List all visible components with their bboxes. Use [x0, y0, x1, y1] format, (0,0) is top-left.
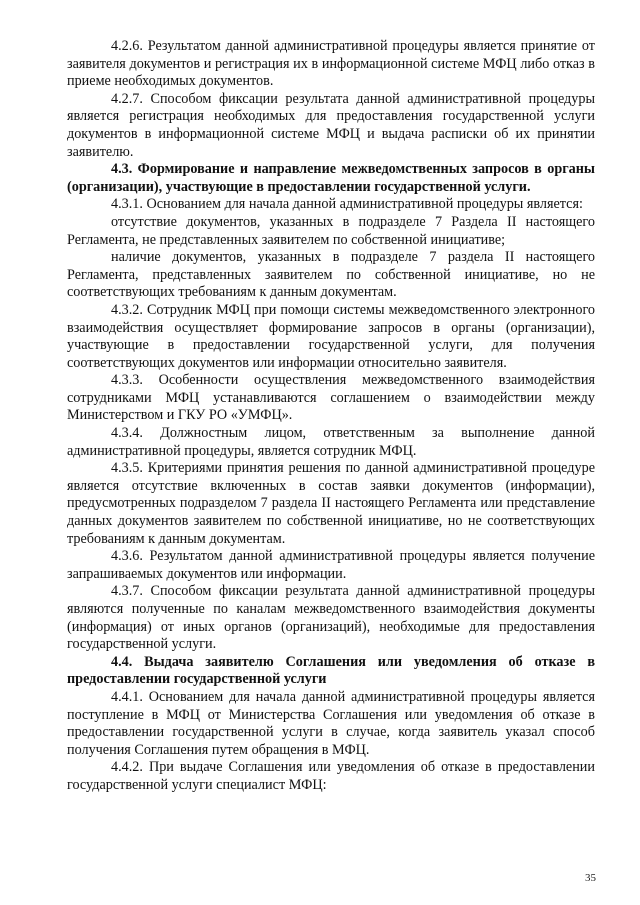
paragraph-4-4-1: 4.4.1. Основанием для начала данной административной процедуры является поступление в МФЦ от Министерства Соглашения или уведомления об отказе в предоставлении государственной услуги в случае, когда заявитель указал способ получения Соглашения путем обращения в МФЦ. [67, 688, 595, 758]
paragraph-4-4-2: 4.4.2. При выдаче Соглашения или уведомления об отказе в предоставлении государственной услуги специалист МФЦ: [67, 759, 595, 793]
paragraph-4-3-4: 4.3.4. Должностным лицом, ответственным за выполнение данной административной процедуры, является сотрудник МФЦ. [67, 425, 595, 459]
paragraph-4-2-7: 4.2.7. Способом фиксации результата данной административной процедуры является регистрация необходимых для предоставления государственной услуги документов в информационной системе МФЦ и выдача расписки об их принятии заявителю. [67, 90, 595, 160]
section-heading-4-3: 4.3. Формирование и направление межведомственных запросов в органы (организации), участвующие в предоставлении государственной услуги. [67, 161, 595, 195]
page-number: 35 [585, 872, 596, 884]
document-page [67, 38, 595, 795]
paragraph-4-3-5: 4.3.5. Критериями принятия решения по данной административной процедуре является отсутствие включенных в состав заявки документов (информации), предусмотренных подразделом 7 раздела II настоящего Регламента или представление данных документов заявителем по собственной инициативе, но не соответствующих требованиям к данным документам. [67, 460, 595, 547]
paragraph-absence-of-documents: отсутствие документов, указанных в подразделе 7 Раздела II настоящего Регламента, не представленных заявителем по собственной инициативе; [67, 213, 595, 248]
paragraph-presence-of-documents: наличие документов, указанных в подразделе 7 раздела II настоящего Регламента, представленных заявителем по собственной инициативе, но не соответствующих требованиям к данным документам. [67, 249, 595, 301]
section-heading-4-4: 4.4. Выдача заявителю Соглашения или уведомления об отказе в предоставлении государственной услуги [67, 653, 595, 688]
paragraph-4-3-6: 4.3.6. Результатом данной административной процедуры является получение запрашиваемых документов или информации. [67, 548, 595, 582]
paragraph-4-3-3: 4.3.3. Особенности осуществления межведомственного взаимодействия сотрудниками МФЦ устанавливаются соглашением о взаимодействии между Министерством и ГКУ РО «УМФЦ». [67, 372, 595, 424]
paragraph-4-3-2: 4.3.2. Сотрудник МФЦ при помощи системы межведомственного электронного взаимодействия осуществляет формирование запросов в органы (организации), участвующие в предоставлении государственной услуги, для получения соответствующих документов или информации относительно заявителя. [67, 301, 595, 371]
paragraph-4-3-7: 4.3.7. Способом фиксации результата данной административной процедуры являются полученные по каналам межведомственного взаимодействия документы (информация) от иных органов (организаций), необходимые для предоставления государственной услуги. [67, 583, 595, 653]
paragraph-4-2-6: 4.2.6. Результатом данной административной процедуры является принятие от заявителя документов и регистрация их в информационной системе МФЦ либо отказ в приеме необходимых документов. [67, 38, 595, 90]
paragraph-4-3-1: 4.3.1. Основанием для начала данной административной процедуры является: [111, 196, 583, 213]
